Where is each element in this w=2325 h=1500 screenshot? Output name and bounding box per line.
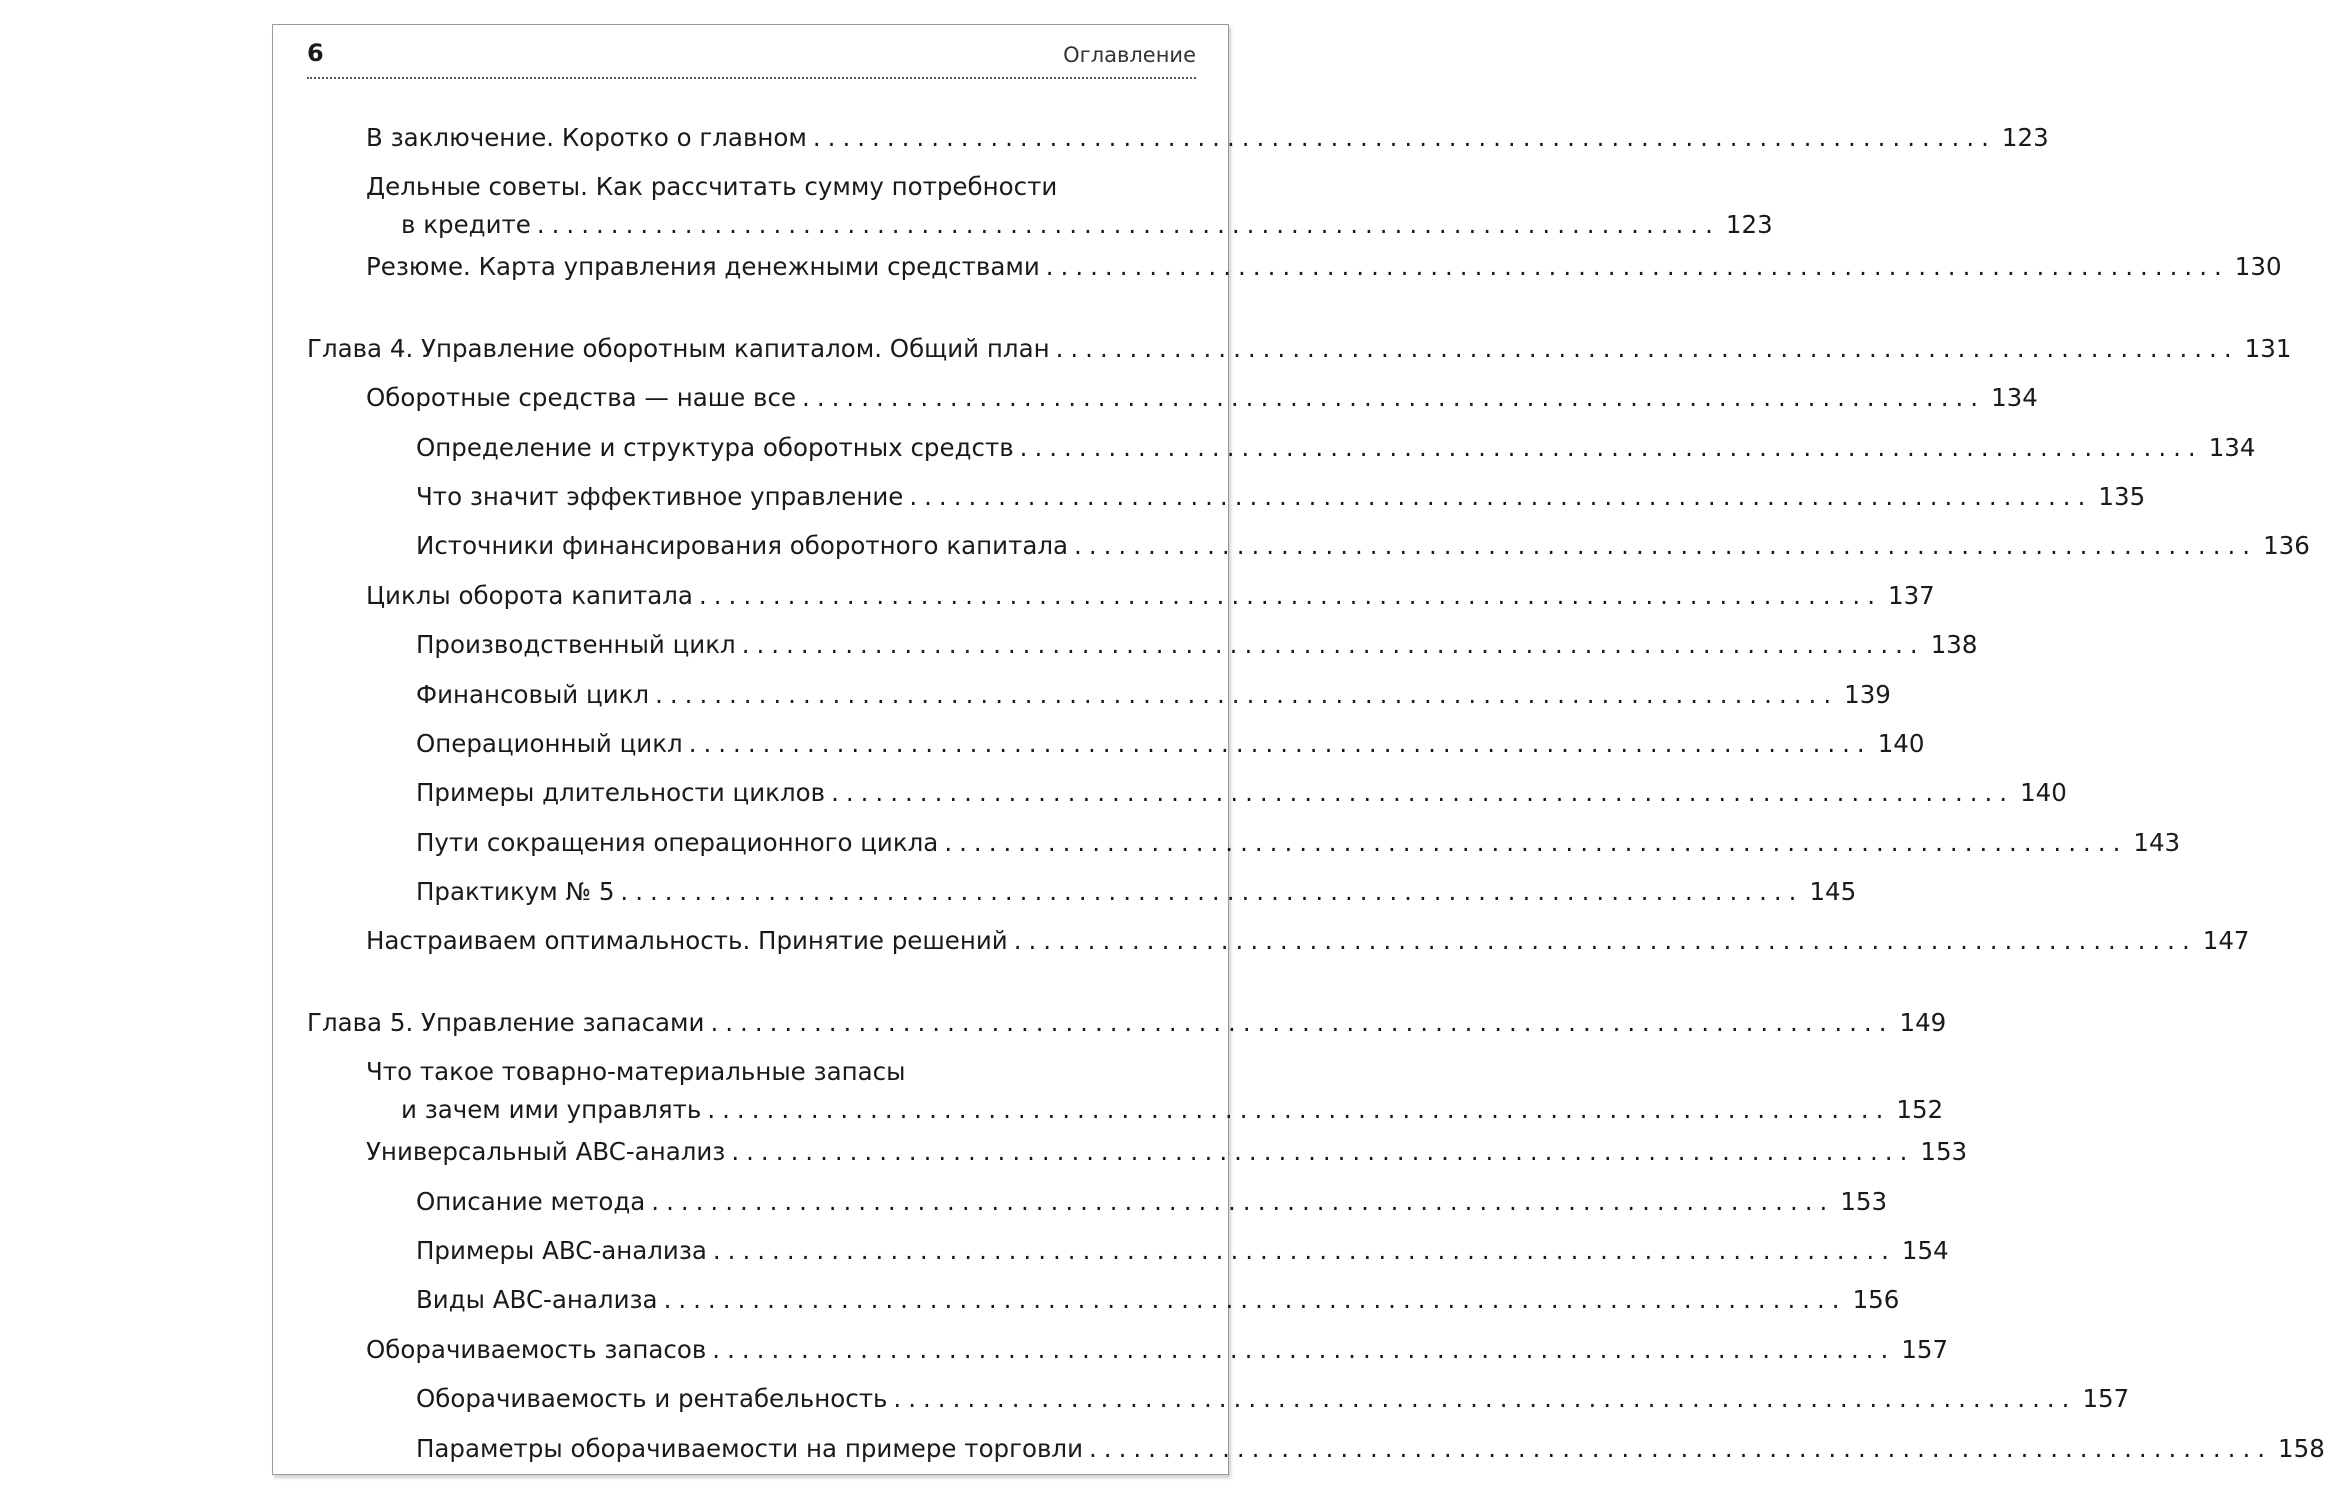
toc-entry-page: 135 bbox=[2098, 481, 2146, 511]
page-number: 6 bbox=[307, 39, 324, 67]
toc-entry bbox=[307, 330, 2292, 379]
toc-entry-page: 134 bbox=[2208, 432, 2256, 462]
toc-entry bbox=[307, 1430, 2325, 1479]
dot-leader: ................................................................................ bbox=[655, 679, 1839, 709]
toc-entry-page: 152 bbox=[1896, 1095, 1944, 1125]
toc-entry-page: 156 bbox=[1852, 1285, 1900, 1315]
toc-entry-line bbox=[416, 824, 2181, 862]
toc-entry-title: Что значит эффективное управление bbox=[416, 481, 904, 511]
toc-entry bbox=[307, 527, 2310, 576]
running-header bbox=[307, 37, 1196, 79]
toc-entry bbox=[307, 873, 1857, 922]
toc-entry bbox=[307, 478, 2146, 527]
toc-entry bbox=[307, 626, 1978, 675]
dot-leader: ................................................................................ bbox=[663, 1285, 1847, 1315]
toc-entry bbox=[307, 1281, 1900, 1330]
toc-entry-title: Настраиваем оптимальность. Принятие решений bbox=[366, 926, 1008, 956]
toc-entry bbox=[307, 1183, 1888, 1232]
toc-entry-title: Описание метода bbox=[416, 1186, 646, 1216]
toc-entry-line bbox=[416, 1380, 2130, 1418]
toc-entry bbox=[307, 1331, 1949, 1380]
toc-entry-title: Виды ABC-анализа bbox=[416, 1285, 658, 1315]
toc-entry-page: 153 bbox=[1920, 1137, 1968, 1167]
toc-entry bbox=[307, 1053, 1944, 1133]
toc-entry-line bbox=[366, 1331, 1949, 1369]
toc-entry-line bbox=[416, 527, 2310, 565]
table-of-contents bbox=[307, 119, 2325, 1479]
dot-leader: ................................................................................ bbox=[1055, 333, 2239, 363]
toc-entry bbox=[307, 119, 2049, 168]
toc-entry-title: Резюме. Карта управления денежными средствами bbox=[366, 252, 1040, 282]
toc-entry-page: 130 bbox=[2234, 252, 2282, 282]
toc-entry-title: Пути сокращения операционного цикла bbox=[416, 827, 939, 857]
toc-entry bbox=[307, 1004, 1947, 1053]
toc-entry-page: 147 bbox=[2202, 926, 2250, 956]
dot-leader: ................................................................................ bbox=[1089, 1433, 2273, 1463]
dot-leader: ................................................................................ bbox=[688, 728, 1872, 758]
toc-entry bbox=[307, 577, 1935, 626]
toc-entry-page: 140 bbox=[1877, 728, 1925, 758]
toc-entry-line bbox=[366, 168, 1196, 206]
toc-entry-title: Источники финансирования оборотного капитала bbox=[416, 531, 1069, 561]
toc-entry-line bbox=[416, 774, 2067, 812]
toc-entry-title: Оборачиваемость и рентабельность bbox=[416, 1384, 888, 1414]
toc-entry-line bbox=[416, 429, 2256, 467]
dot-leader: ................................................................................ bbox=[536, 210, 1720, 240]
toc-entry-line bbox=[416, 725, 1925, 763]
toc-entry bbox=[307, 429, 2256, 478]
toc-entry-line bbox=[366, 1133, 1968, 1171]
dot-leader: ................................................................................ bbox=[944, 827, 2128, 857]
toc-entry-title: Универсальный ABC-анализ bbox=[366, 1137, 726, 1167]
toc-entry-line bbox=[416, 873, 1857, 911]
toc-entry-page: 140 bbox=[2020, 778, 2067, 808]
toc-entry-title: Примеры длительности циклов bbox=[416, 778, 826, 808]
toc-entry bbox=[307, 774, 2067, 823]
dot-leader: ................................................................................ bbox=[893, 1384, 2077, 1414]
toc-entry bbox=[307, 1133, 1968, 1182]
toc-entry-title-continuation: в кредите bbox=[401, 210, 531, 240]
dot-leader: ................................................................................ bbox=[831, 778, 2015, 808]
toc-entry bbox=[307, 248, 2282, 297]
toc-entry-page: 131 bbox=[2244, 333, 2292, 363]
dot-leader: ................................................................................ bbox=[651, 1186, 1835, 1216]
toc-entry-title: Что такое товарно-материальные запасы bbox=[366, 1057, 906, 1087]
toc-entry-title-continuation: и зачем ими управлять bbox=[401, 1095, 702, 1125]
toc-entry bbox=[307, 725, 1925, 774]
toc-entry-title: Дельные советы. Как рассчитать сумму потребности bbox=[366, 172, 1058, 202]
toc-entry-page: 154 bbox=[1901, 1236, 1949, 1266]
toc-entry-page: 157 bbox=[2082, 1384, 2130, 1414]
toc-entry-page: 139 bbox=[1844, 679, 1891, 709]
toc-entry-line bbox=[307, 1004, 1947, 1042]
toc-entry-page: 123 bbox=[1725, 210, 1773, 240]
toc-entry-page: 143 bbox=[2133, 827, 2181, 857]
toc-entry-page: 145 bbox=[1809, 877, 1857, 907]
dot-leader: ................................................................................ bbox=[812, 123, 1996, 152]
dot-leader: ................................................................................ bbox=[710, 1007, 1894, 1037]
toc-entry-page: 149 bbox=[1899, 1007, 1947, 1037]
toc-entry-line bbox=[416, 1281, 1900, 1319]
dot-leader: ................................................................................ bbox=[620, 877, 1804, 907]
toc-entry-title: Глава 4. Управление оборотным капиталом. Общий план bbox=[307, 333, 1050, 363]
toc-entry-title: Оборачиваемость запасов bbox=[366, 1334, 707, 1364]
toc-entry-title: Финансовый цикл bbox=[416, 679, 650, 709]
toc-entry-page: 137 bbox=[1887, 580, 1935, 610]
toc-entry-page: 134 bbox=[1991, 383, 2038, 413]
toc-entry-line bbox=[366, 1091, 1944, 1129]
toc-entry-title: Операционный цикл bbox=[416, 728, 683, 758]
dot-leader: ................................................................................ bbox=[1019, 432, 2203, 462]
toc-entry-title: Практикум № 5 bbox=[416, 877, 615, 907]
toc-entry bbox=[307, 1232, 1949, 1281]
dot-leader: ................................................................................ bbox=[1013, 926, 2197, 956]
toc-entry bbox=[307, 168, 1773, 248]
toc-entry-line bbox=[366, 577, 1935, 615]
toc-entry-line bbox=[366, 922, 2250, 960]
toc-entry-page: 158 bbox=[2278, 1433, 2325, 1463]
dot-leader: ................................................................................ bbox=[802, 383, 1986, 413]
toc-entry-page: 136 bbox=[2263, 531, 2310, 561]
toc-entry-line bbox=[416, 676, 1891, 714]
dot-leader: ................................................................................ bbox=[731, 1137, 1915, 1167]
toc-entry-line bbox=[366, 379, 2038, 417]
dot-leader: ................................................................................ bbox=[707, 1095, 1891, 1125]
toc-entry-title: Циклы оборота капитала bbox=[366, 580, 693, 610]
toc-entry bbox=[307, 824, 2181, 873]
dot-leader: ................................................................................ bbox=[741, 630, 1925, 660]
toc-entry bbox=[307, 676, 1891, 725]
dot-leader: ................................................................................ bbox=[909, 481, 2093, 511]
toc-entry-page: 123 bbox=[2001, 123, 2049, 152]
toc-entry-line bbox=[366, 1053, 1196, 1091]
toc-entry-title: Оборотные средства — наше все bbox=[366, 383, 797, 413]
dot-leader: ................................................................................ bbox=[698, 580, 1882, 610]
running-header-title: Оглавление bbox=[1063, 43, 1196, 67]
toc-entry-line bbox=[366, 248, 2282, 286]
toc-entry-page: 153 bbox=[1840, 1186, 1888, 1216]
toc-entry-title: Глава 5. Управление запасами bbox=[307, 1007, 705, 1037]
toc-entry-line bbox=[366, 206, 1773, 244]
toc-entry-line bbox=[366, 119, 2049, 157]
toc-entry bbox=[307, 922, 2250, 971]
toc-entry-line bbox=[416, 1183, 1888, 1221]
dot-leader: ................................................................................ bbox=[1045, 252, 2229, 282]
dot-leader: ................................................................................ bbox=[712, 1334, 1896, 1364]
toc-entry-page: 157 bbox=[1901, 1334, 1949, 1364]
toc-entry-line bbox=[416, 478, 2146, 516]
toc-entry-title: Примеры ABC-анализа bbox=[416, 1236, 707, 1266]
toc-entry bbox=[307, 1380, 2130, 1429]
toc-entry-line bbox=[416, 1232, 1949, 1270]
toc-entry-title: Определение и структура оборотных средств bbox=[416, 432, 1014, 462]
toc-entry-line bbox=[416, 1430, 2325, 1468]
dot-leader: ................................................................................ bbox=[712, 1236, 1896, 1266]
toc-entry-line bbox=[416, 626, 1978, 664]
toc-entry-title: Параметры оборачиваемости на примере торговли bbox=[416, 1433, 1083, 1463]
toc-entry-title: В заключение. Коротко о главном bbox=[366, 123, 807, 152]
toc-entry-title: Производственный цикл bbox=[416, 630, 736, 660]
toc-entry-page: 138 bbox=[1930, 630, 1978, 660]
book-page bbox=[272, 24, 2325, 1475]
toc-entry bbox=[307, 379, 2038, 428]
dot-leader: ................................................................................ bbox=[1074, 531, 2258, 561]
toc-entry-line bbox=[307, 330, 2292, 368]
